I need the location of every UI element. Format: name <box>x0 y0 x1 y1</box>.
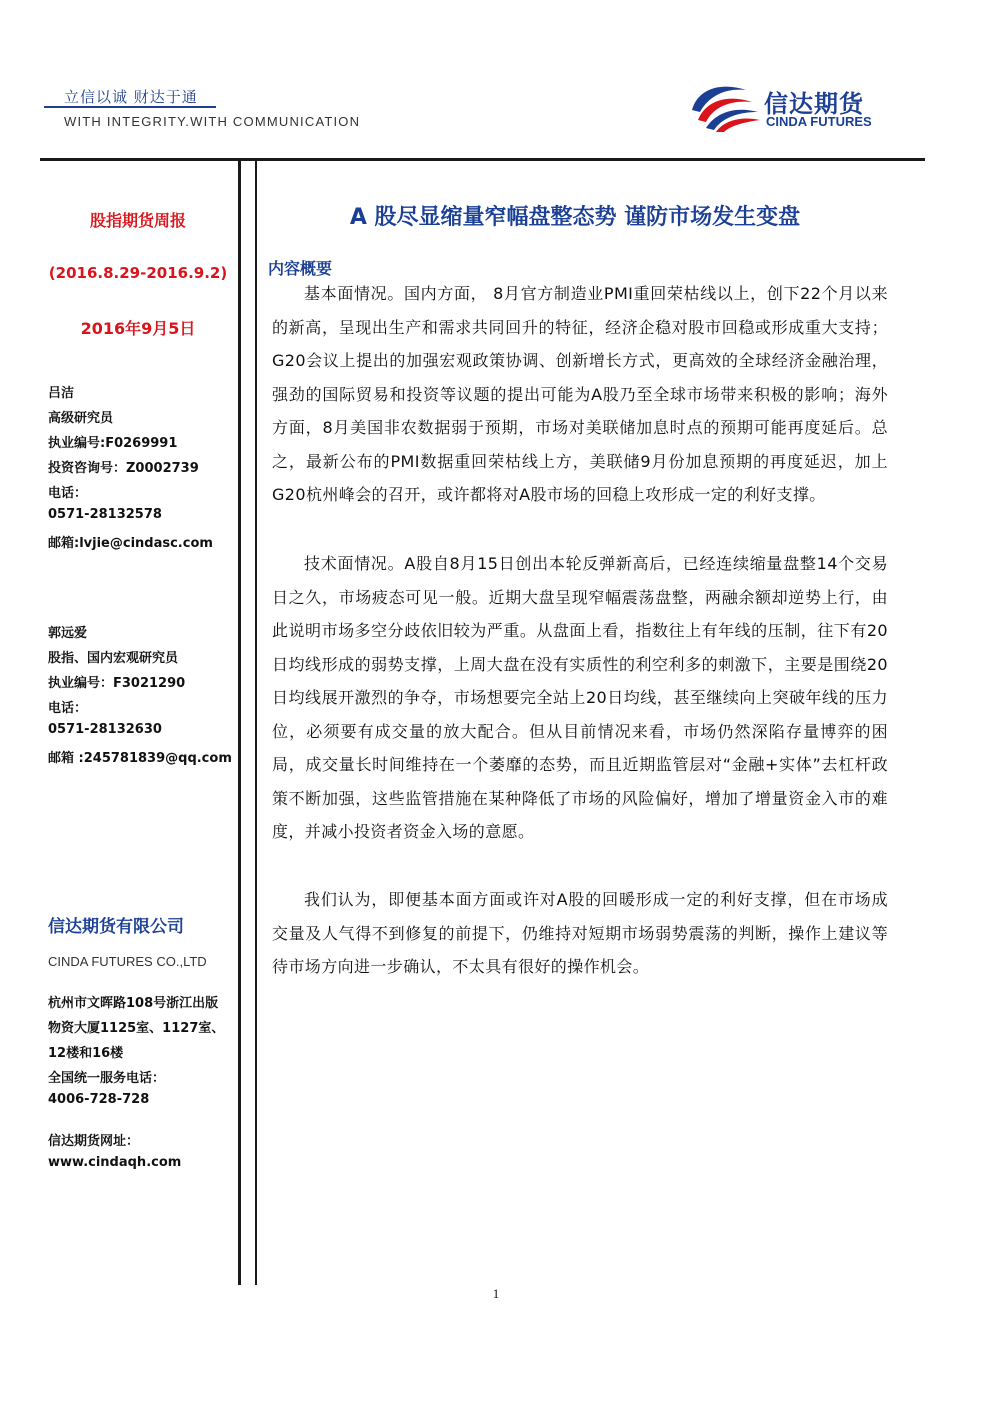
logo-text-chinese: 信达期货 <box>764 90 864 118</box>
analyst1-phone: 0571-28132578 <box>48 507 162 522</box>
analyst1-name: 吕洁 <box>48 386 75 401</box>
website-label: 信达期货网址： <box>48 1134 140 1149</box>
analyst2-phone: 0571-28132630 <box>48 722 162 737</box>
cinda-logo-icon <box>688 80 760 132</box>
slogan-underline <box>44 106 216 108</box>
company-name: 信达期货有限公司 <box>48 917 184 937</box>
paragraph-technicals: 技术面情况。A股自8月15日创出本轮反弹新高后，已经连续缩量盘整14个交易日之久，市场疲态可见一般。近期大盘呈现窄幅震荡盘整，两融余额却逆势上行，由此说明市场多空分歧依旧较为严重。从盘面上看，指数往上有年线的压制，往下有20日均线形成的弱势支撑，上周大盘在没有实质性的利空利多的刺激下，主要是围绕20日均线展开激烈的争夺，市场想要完全站上20日均线，甚至继续向上突破年线的压力位，必须要有成交量的放大配合。但从目前情况来看，市场仍然深陷存量博弈的困局，成交量长时间维持在一个萎靡的态势，而且近期监管层对“金融+实体”去杠杆政策不断加强，这些监管措施在某种降低了市场的风险偏好，增加了增量资金入市的难度，并减小投资者资金入场的意愿。 <box>272 554 888 841</box>
slogan-chinese: 立信以诚 财达于通 <box>64 88 198 106</box>
hotline-number: 4006-728-728 <box>48 1092 150 1107</box>
analyst1-title: 高级研究员 <box>48 411 114 426</box>
report-date: 2016年9月5日 <box>80 319 196 338</box>
report-date-range: (2016.8.29-2016.9.2) <box>48 264 228 282</box>
analyst2-phone-label: 电话： <box>48 701 88 716</box>
company-address-line1: 杭州市文晖路108号浙江出版 <box>48 996 219 1011</box>
slogan-english: WITH INTEGRITY.WITH COMMUNICATION <box>64 114 361 129</box>
analyst2-email[interactable]: 邮箱 :245781839@qq.com <box>48 751 232 766</box>
website-url[interactable]: www.cindaqh.com <box>48 1155 182 1170</box>
analyst1-email[interactable]: 邮箱:lvjie@cindasc.com <box>48 536 213 551</box>
company-name-english: CINDA FUTURES CO.,LTD <box>48 954 207 969</box>
sidebar-divider-right <box>255 160 257 1285</box>
logo-text-english: CINDA FUTURES <box>766 114 872 129</box>
analyst2-name: 郭远爱 <box>48 626 88 641</box>
sidebar-divider-left <box>238 160 241 1285</box>
page-number: 1 <box>492 1286 500 1301</box>
analyst1-phone-label: 电话： <box>48 486 88 501</box>
header-divider <box>40 158 925 161</box>
analyst2-title: 股指、国内宏观研究员 <box>48 651 179 666</box>
analyst1-license: 执业编号:F0269991 <box>48 436 178 451</box>
analyst2-license: 执业编号：F3021290 <box>48 676 186 691</box>
paragraph-conclusion: 我们认为，即便基本面方面或许对A股的回暖形成一定的利好支撑，但在市场成交量及人气得不到修复的前提下，仍维持对短期市场弱势震荡的判断，操作上建议等待市场方向进一步确认，不太具有很好的操作机会。 <box>272 890 888 976</box>
hotline-label: 全国统一服务电话： <box>48 1071 166 1086</box>
summary-heading: 内容概要 <box>268 259 333 278</box>
paragraph-fundamentals: 基本面情况。国内方面， 8月官方制造业PMI重回荣枯线以上，创下22个月以来的新高，呈现出生产和需求共同回升的特征，经济企稳对股市回稳或形成重大支持；G20会议上提出的加强宏观政策协调、创新增长方式，更高效的全球经济金融治理，强劲的国际贸易和投资等议题的提出可能为A股乃至全球市场带来积极的影响；海外方面，8月美国非农数据弱于预期，市场对美联储加息时点的预期可能再度延后。总之，最新公布的PMI数据重回荣枯线上方，美联储9月份加息预期的再度延迟，加上G20杭州峰会的召开，或许都将对A股市场的回稳上攻形成一定的利好支撑。 <box>272 284 888 504</box>
analyst1-advisory: 投资咨询号：Z0002739 <box>48 461 199 476</box>
company-address-line3: 12楼和16楼 <box>48 1046 124 1061</box>
report-title: A 股尽显缩量窄幅盘整态势 谨防市场发生变盘 <box>349 205 801 230</box>
report-type: 股指期货周报 <box>89 211 186 230</box>
company-address-line2: 物资大厦1125室、1127室、 <box>48 1021 225 1036</box>
